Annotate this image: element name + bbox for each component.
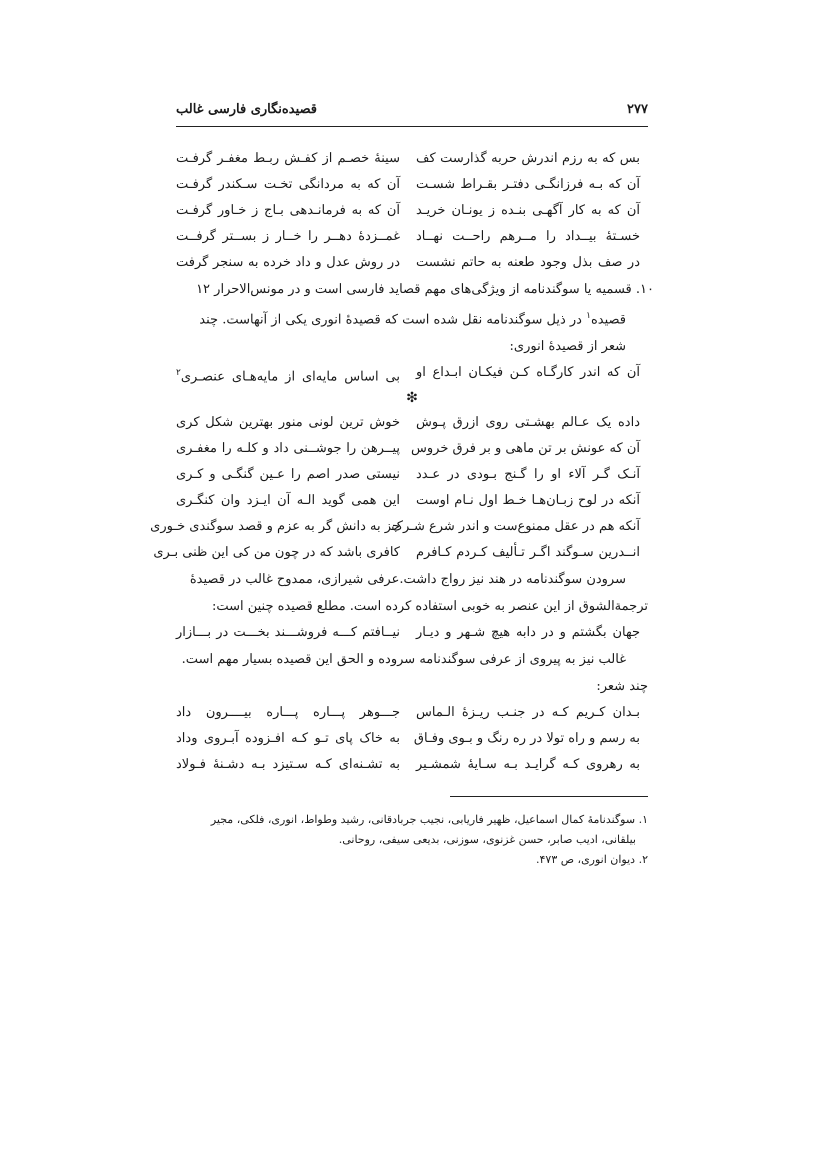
hemistich-second: نیــافتم کـــه فروشـــند بخـــت در بـــازار [176, 625, 400, 641]
hemistich-second: آن که به فرمانـدهی بـاج ز خـاور گرفـت [176, 203, 400, 218]
hemistich-second: به خاک پای تـو کـه افـزوده آبـروی وداد [176, 731, 400, 747]
verse-block-2 [150, 410, 648, 566]
verse [176, 146, 648, 172]
hemistich-first: جهان بگشتم و در دابه هیچ شـهر و دیـار [416, 625, 640, 641]
page-number: ۲۷۷ [627, 102, 648, 117]
verse [176, 198, 648, 224]
section-10-text: در ذیل سوگندنامه نقل شده است که قصیدهٔ انوری یکی از آنهاست. چند [199, 312, 587, 328]
hemistich-first: آن که عونش بر تن ماهی و بر فرق خروس [411, 441, 640, 457]
footnotes [176, 810, 648, 870]
hemistich-second: این همی گوید الـه آن ایـزد وان کنگـری [176, 493, 400, 509]
verse [153, 540, 648, 566]
hemistich-second: جـــوهر پـــاره پـــاره بیــــرون داد [176, 705, 400, 721]
footnote-1-line-1: ۱. سوگندنامهٔ کمال اسماعیل، ظهیر فاریابی، نجیب جربادقانی، رشید وطواط، انوری، فلکی، مجیر [210, 813, 648, 826]
orfi-paragraph-line-1: سرودن سوگندنامه در هند نیز رواج داشت.عرفی شیرازی، ممدوح غالب در قصیدهٔ [189, 572, 626, 588]
footnote-ref-2[interactable]: ۲ [176, 368, 181, 379]
hemistich-first: آن که اندر کارگـاه کـن فیکـان ابـداع او [416, 365, 640, 381]
verse [176, 726, 648, 752]
page-content [150, 146, 654, 778]
verse [176, 410, 648, 436]
hemistich-first: داده یک عـالم بهشـتی روی ازرق پـوش [416, 415, 640, 431]
page-header [176, 100, 648, 127]
hemistich-first: آنـک گـر آلاء او را گـنج بـودی در عـدد [416, 467, 640, 483]
verse [150, 514, 648, 540]
footnote-1-line-2: بیلقانی، ادیب صابر، حسن غزنوی، سوزنی، بدیعی سیفی، روحانی. [338, 833, 636, 846]
hemistich-second: غمــزدهٔ دهــر را خــار ز بســتر گرفــت [176, 229, 400, 244]
verse [176, 172, 648, 198]
hemistich-second [176, 360, 400, 386]
hemistich-second: جز به دانش گر به عزم و قصد سوگندی خـوری [150, 519, 400, 535]
verse [176, 752, 648, 778]
orfi-paragraph-line-2: ترجمةالشوق از این عنصر به خوبی استفاده کرده است. مطلع قصیده چنین است: [211, 599, 648, 615]
ghalib-paragraph-line-2: چند شعر: [596, 679, 648, 695]
hemistich-first: بـدان کـریم کـه در جنـب ریـزهٔ الـماس [416, 705, 640, 721]
hemistich-first: آنکه در لوح زبـان‌هـا خـط اول نـام اوست [416, 493, 640, 509]
hemistich-second: آن که به مردانگی تخـت سـکندر گرفـت [176, 177, 400, 192]
hemistich-second: کافری باشد که در چون من کی این ظنی بـری [153, 545, 400, 561]
hemistich-second: سینهٔ خصـم از کفـش ربـط مغفـر گرفـت [176, 151, 400, 166]
footnote-2: ۲. دیوان انوری، ص ۴۷۳. [536, 853, 648, 866]
verse [176, 488, 648, 514]
ghalib-paragraph-line-1: غالب نیز به پیروی از عرفی سوگندنامه سروده و الحق این قصیده بسیار مهم است. [181, 652, 626, 668]
verse [176, 224, 648, 250]
hemistich-second: نیستی صدر اصم را عـین گنگـی و کـری [176, 467, 400, 483]
verse-block-3 [176, 700, 648, 778]
hemistich-first: به رسم و راه تولا در ره رنگ و بـوی وفـاق [413, 731, 640, 747]
hemistich-second: به تشـنه‌ای کـه سـتیزد بـه دشـنهٔ فـولاد [176, 757, 400, 773]
verse [176, 250, 648, 276]
section-10-line-2 [176, 303, 648, 333]
footnote-ref-1[interactable]: ۱ [586, 311, 591, 321]
hemistich-first: خسـتهٔ بیــداد را مــرهم راحــت نهــاد [416, 229, 640, 244]
section-10-line-3: شعر از قصیدهٔ انوری: [509, 339, 626, 355]
hemistich-first: به رهروی کـه گرایـد بـه سـایهٔ شمشـیر [416, 757, 640, 773]
verse-block-1 [176, 146, 648, 276]
verse [176, 360, 648, 386]
hemistich-second: پیــرهن را جوشــنی داد و کلـه را مغفـری [176, 441, 400, 457]
verse [176, 436, 648, 462]
hemistich-first: در صف بذل وجود طعنه به حاتم نشست [416, 255, 640, 270]
hemistich-first: آن که بـه فرزانگـی دفتـر بقـراط شسـت [416, 177, 640, 192]
section-10-line-1: ۱۰. قسمیه یا سوگندنامه از ویژگی‌های مهم قصاید فارسی است و در مونس‌الاحرار ۱۲ [196, 282, 654, 297]
hemistich-first: آنکه هم در عقل ممنوع‌ست و اندر شرع شـرک [391, 519, 640, 535]
verse [176, 700, 648, 726]
hemistich-first: بس که به رزم اندرش حربه گذارست کف [416, 151, 640, 166]
section-10-text: قصیده [590, 312, 626, 328]
hemistich-first: انــدرین سـوگند اگـر تـألیف کـردم کـافرم [416, 545, 640, 561]
hemistich-text: بی اساس مایه‌ای از مایه‌هـای عنصـری [180, 369, 400, 385]
running-title: قصیده‌نگاری فارسی غالب [176, 102, 317, 117]
verse [176, 620, 648, 646]
footnote-divider [450, 796, 648, 797]
asterism-separator: ❇ [406, 390, 418, 407]
verse [176, 462, 648, 488]
hemistich-second: خوش ترین لونی منور بهترین شکل کری [176, 415, 400, 431]
hemistich-second: در روش عدل و داد خرده به سنجر گرفت [176, 255, 400, 270]
hemistich-first: آن که به کار آگهـی بنـده ز یونـان خریـد [416, 203, 640, 218]
